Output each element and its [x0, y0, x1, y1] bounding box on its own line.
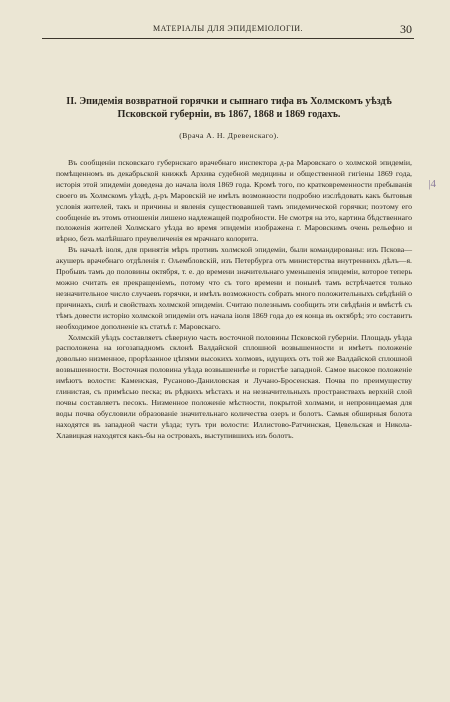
paragraph-2: Въ началѣ іюля, для принятія мѣръ противъ холмской эпидеміи, были командированы: изъ Пскова—акушеръ врачебнаго отдѣленія г. Ољембловскій, изъ Петербурга отъ министерства внутреннихъ дѣлъ—я. Пробывъ тамъ до половины октября, т. е. до времени значительнаго уменьшенія эпидеміи, которое теперь можно считать ея прекращеніемъ, потому что съ того времени и понынѣ тамъ встрѣчается только незначительное число случаевъ горячки, и имѣлъ возможность собрать много положительныхъ свѣдѣній о причинахъ, силѣ и свойствахъ холмской эпидеміи. Считаю полезнымъ сообщить эти свѣдѣнія и вмѣстѣ съ тѣмъ довести исторію холмской эпидеміи отъ начала іюля 1869 года до ея конца въ октябрѣ; это составитъ необходимое дополненіе къ статьѣ г. Маровскаго.: [56, 245, 412, 331]
page-header: [42, 22, 414, 39]
article-title: II. Эпидемія возвратной горячки и сыпнаго тифа въ Холмскомъ уѣздѣ Псковской губерніи, въ 1867, 1868 и 1869 годахъ.: [66, 96, 392, 120]
article-byline: (Врача А. Н. Древенскаго).: [179, 131, 279, 140]
paragraph-3: Холмскій уѣздъ составляетъ сѣверную часть восточной половины Псковской губерніи. Площадь уѣзда расположена на югозападномъ склонѣ Валдайской сплошной возвышенности и имѣетъ положеніе довольно низменное, прорѣзанное цѣпями высокихъ холмовъ, идущихъ отъ той же Валдайской сплошной возвышенности. Восточная половина уѣзда возвышеннѣе и гористѣе западной. Самое высокое положеніе имѣютъ волости: Каменская, Русаново-Даниловская и Лучано-Бросенская. Почва по преимуществу глинистая, съ примѣсью песка; въ рѣдкихъ мѣстахъ и на незначительныхъ пространствахъ верхній слой почвы составляетъ песокъ. Низменное положеніе мѣстности, покрытой холмами, и непроницаемая для воды почва обусловили образованіе значительнаго количества озеръ и болотъ. Самыя обширныя болота находятся въ западной части уѣзда; тутъ три волости: Иллистово-Ратчинская, Цевельская и Никола-Хлавицкая находятся какъ-бы на островахъ, выступившихъ изъ болотъ.: [56, 332, 412, 440]
running-title: МАТЕРІАЛЫ ДЛЯ ЭПИДЕМІОЛОГІИ.: [152, 24, 304, 33]
page-number: 30: [400, 22, 412, 36]
margin-mark: |4: [428, 178, 436, 190]
paragraph-1: Въ сообщеніи псковскаго губернскаго врачебнаго инспектора д-ра Маровскаго о холмской эпидеміи, помѣщенномъ въ декабрьской книжкѣ Архива судебной медицины и общественной гигіены 1869 года, исторія этой эпидеміи доведена до начала іюля 1869 года. Кромѣ того, по кратковременности пребыванія своего въ Холмскомъ уѣздѣ, д-ръ Маровскій не имѣлъ возможности подробно изслѣдовать какъ бытовыя условія жителей, такъ и причины и явленія существовавшей тамъ эпидемической горячки; поэтому его сообщеніе въ этомъ отношеніи лишено надлежащей подробности. Не смотря на это, картина бѣдственнаго положенія жителей Холмскаго уѣзда во время эпидеміи изображена г. Маровскимъ очень рельефно и вѣрно, безъ малѣйшаго преувеличенія ея мрачнаго колорита.: [56, 158, 412, 244]
article-body: [56, 158, 412, 442]
